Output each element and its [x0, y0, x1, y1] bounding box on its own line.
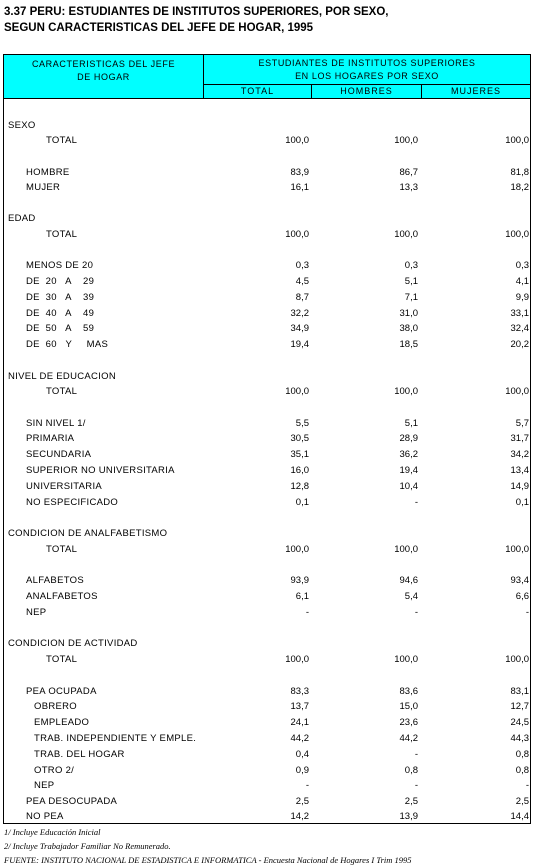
value-total: 16,1	[290, 182, 309, 193]
footnotes	[4, 825, 412, 867]
row-label: TOTAL	[46, 135, 78, 146]
source-note: FUENTE: INSTITUTO NACIONAL DE ESTADISTICA E INFORMATICA - Encuesta Nacional de Hogares I Trim 1995	[4, 855, 412, 865]
row-label: NO ESPECIFICADO	[26, 497, 119, 508]
value-mujeres: 0,3	[515, 260, 529, 271]
value-mujeres: 24,5	[510, 717, 529, 728]
value-hombres: 100,0	[394, 135, 418, 146]
value-mujeres: 14,4	[510, 811, 529, 822]
value-mujeres: 9,9	[515, 292, 529, 303]
value-hombres: 10,4	[399, 481, 418, 492]
header-characteristics	[4, 55, 204, 98]
value-mujeres: 14,9	[510, 481, 529, 492]
value-total: 83,3	[290, 686, 309, 697]
value-hombres: 100,0	[394, 654, 418, 665]
value-mujeres: 2,5	[515, 796, 529, 807]
value-total: 14,2	[290, 811, 309, 822]
row-label: CONDICION DE ANALFABETISMO	[8, 528, 168, 539]
row-label: TRAB. DEL HOGAR	[34, 749, 125, 760]
value-mujeres: 100,0	[505, 135, 529, 146]
row-label: TRAB. INDEPENDIENTE Y EMPLE.	[34, 733, 197, 744]
value-mujeres: 100,0	[505, 654, 529, 665]
value-hombres: 18,5	[399, 339, 418, 350]
footnote-1: 1/ Incluye Educación Inicial	[4, 827, 101, 837]
value-total: 24,1	[290, 717, 309, 728]
table-row	[4, 259, 530, 273]
table-row	[4, 779, 530, 793]
table-row	[4, 574, 530, 588]
value-total: 0,9	[295, 765, 309, 776]
table-row	[4, 606, 530, 620]
value-mujeres: 44,3	[510, 733, 529, 744]
row-label: NIVEL DE EDUCACION	[8, 371, 116, 382]
value-hombres: 2,5	[404, 796, 418, 807]
value-hombres: 0,8	[404, 765, 418, 776]
value-mujeres: 93,4	[510, 575, 529, 586]
row-label: MUJER	[26, 182, 61, 193]
table-row	[4, 370, 530, 384]
row-label: ANALFABETOS	[26, 591, 98, 602]
value-mujeres: 100,0	[505, 544, 529, 555]
row-label: TOTAL	[46, 544, 78, 555]
value-mujeres: 100,0	[505, 229, 529, 240]
value-hombres: -	[414, 749, 418, 760]
value-hombres: 86,7	[399, 167, 418, 178]
value-hombres: 100,0	[394, 229, 418, 240]
value-mujeres: 0,8	[515, 765, 529, 776]
value-hombres: 13,9	[399, 811, 418, 822]
value-hombres: 15,0	[399, 701, 418, 712]
value-mujeres: 32,4	[510, 323, 529, 334]
table-row	[4, 653, 530, 667]
header-left-line-1: CARACTERISTICAS DEL JEFE	[31, 59, 176, 69]
row-label: DE 60 Y MAS	[26, 339, 109, 350]
value-hombres: 13,3	[399, 182, 418, 193]
row-label: DE 50 A 59	[26, 323, 95, 334]
value-total: 44,2	[290, 733, 309, 744]
title-line-2: SEGUN CARACTERISTICAS DEL JEFE DE HOGAR, 1995	[4, 22, 314, 34]
value-total: 2,5	[295, 796, 309, 807]
value-hombres: 23,6	[399, 717, 418, 728]
value-mujeres: 20,2	[510, 339, 529, 350]
value-total: -	[305, 780, 309, 791]
table-row	[4, 432, 530, 446]
value-hombres: 94,6	[399, 575, 418, 586]
value-mujeres: 12,7	[510, 701, 529, 712]
value-total: 100,0	[285, 544, 309, 555]
row-label: UNIVERSITARIA	[26, 481, 103, 492]
value-mujeres: 5,7	[515, 418, 529, 429]
row-label: OBRERO	[34, 701, 77, 712]
value-hombres: 5,1	[404, 276, 418, 287]
value-hombres: 100,0	[394, 544, 418, 555]
value-hombres: 5,4	[404, 591, 418, 602]
value-mujeres: 34,2	[510, 449, 529, 460]
value-total: 100,0	[285, 654, 309, 665]
value-total: 30,5	[290, 433, 309, 444]
value-hombres: 36,2	[399, 449, 418, 460]
table-row	[4, 716, 530, 730]
title-line-1: 3.37 PERU: ESTUDIANTES DE INSTITUTOS SUPERIORES, POR SEXO,	[4, 6, 389, 18]
row-label: HOMBRE	[26, 167, 70, 178]
row-label: TOTAL	[46, 386, 78, 397]
value-total: 100,0	[285, 135, 309, 146]
value-mujeres: 31,7	[510, 433, 529, 444]
row-label: DE 40 A 49	[26, 308, 95, 319]
value-total: 8,7	[295, 292, 309, 303]
value-mujeres: 18,2	[510, 182, 529, 193]
table-row	[4, 166, 530, 180]
value-total: -	[305, 607, 309, 618]
value-hombres: 28,9	[399, 433, 418, 444]
table-row	[4, 810, 530, 824]
value-total: 35,1	[290, 449, 309, 460]
table-row	[4, 685, 530, 699]
table-row	[4, 764, 530, 778]
value-total: 34,9	[290, 323, 309, 334]
table-row	[4, 291, 530, 305]
table-row	[4, 732, 530, 746]
row-label: NEP	[34, 780, 55, 791]
value-hombres: 100,0	[394, 386, 418, 397]
table-row	[4, 181, 530, 195]
table-row	[4, 795, 530, 809]
table-row	[4, 590, 530, 604]
value-hombres: 44,2	[399, 733, 418, 744]
value-hombres: -	[414, 607, 418, 618]
value-total: 0,4	[295, 749, 309, 760]
value-total: 100,0	[285, 229, 309, 240]
value-mujeres: 33,1	[510, 308, 529, 319]
value-hombres: 0,3	[404, 260, 418, 271]
page-title	[4, 4, 388, 36]
value-mujeres: -	[525, 780, 529, 791]
value-hombres: 19,4	[399, 465, 418, 476]
table-row	[4, 496, 530, 510]
value-mujeres: 0,8	[515, 749, 529, 760]
row-label: MENOS DE 20	[26, 260, 94, 271]
value-total: 6,1	[295, 591, 309, 602]
table-row	[4, 527, 530, 541]
table-row	[4, 464, 530, 478]
column-header-mujeres: MUJERES	[450, 86, 501, 96]
header-right-line-2: EN LOS HOGARES POR SEXO	[295, 71, 439, 81]
row-label: SEXO	[8, 120, 36, 131]
table-row	[4, 700, 530, 714]
row-label: SECUNDARIA	[26, 449, 92, 460]
value-total: 5,5	[295, 418, 309, 429]
table-row	[4, 448, 530, 462]
row-label: CONDICION DE ACTIVIDAD	[8, 638, 138, 649]
value-hombres: 5,1	[404, 418, 418, 429]
table-row	[4, 748, 530, 762]
value-mujeres: 13,4	[510, 465, 529, 476]
row-label: SUPERIOR NO UNIVERSITARIA	[26, 465, 175, 476]
value-total: 100,0	[285, 386, 309, 397]
row-label: EDAD	[8, 213, 36, 224]
value-total: 16,0	[290, 465, 309, 476]
table-row	[4, 212, 530, 226]
value-mujeres: 4,1	[515, 276, 529, 287]
value-mujeres: -	[525, 607, 529, 618]
table-row	[4, 480, 530, 494]
value-mujeres: 0,1	[515, 497, 529, 508]
table-row	[4, 417, 530, 431]
value-hombres: 83,6	[399, 686, 418, 697]
table-row	[4, 275, 530, 289]
table-row	[4, 119, 530, 133]
header-right-line-1: ESTUDIANTES DE INSTITUTOS SUPERIORES	[258, 58, 476, 68]
value-total: 0,3	[295, 260, 309, 271]
row-label: OTRO 2/	[34, 765, 75, 776]
value-total: 13,7	[290, 701, 309, 712]
value-total: 83,9	[290, 167, 309, 178]
row-label: DE 30 A 39	[26, 292, 95, 303]
table-row	[4, 543, 530, 557]
row-label: NO PEA	[26, 811, 64, 822]
row-label: EMPLEADO	[34, 717, 90, 728]
column-header-total: TOTAL	[204, 85, 312, 98]
value-hombres: 31,0	[399, 308, 418, 319]
row-label: TOTAL	[46, 654, 78, 665]
value-total: 12,8	[290, 481, 309, 492]
value-hombres: 38,0	[399, 323, 418, 334]
value-mujeres: 100,0	[505, 386, 529, 397]
value-hombres: -	[414, 497, 418, 508]
table-row	[4, 322, 530, 336]
column-header-hombres: HOMBRES	[312, 85, 422, 98]
table-row	[4, 385, 530, 399]
row-label: TOTAL	[46, 229, 78, 240]
row-label: PEA DESOCUPADA	[26, 796, 118, 807]
table-row	[4, 134, 530, 148]
value-hombres: -	[414, 780, 418, 791]
value-total: 32,2	[290, 308, 309, 319]
value-total: 4,5	[295, 276, 309, 287]
table-row	[4, 307, 530, 321]
header-left-line-2: DE HOGAR	[77, 72, 130, 82]
value-mujeres: 83,1	[510, 686, 529, 697]
row-label: PEA OCUPADA	[26, 686, 97, 697]
row-label: NEP	[26, 607, 47, 618]
value-total: 93,9	[290, 575, 309, 586]
footnote-2: 2/ Incluye Trabajador Familiar No Remunerado.	[4, 841, 171, 851]
row-label: ALFABETOS	[26, 575, 84, 586]
table-row	[4, 228, 530, 242]
row-label: PRIMARIA	[26, 433, 75, 444]
value-hombres: 7,1	[404, 292, 418, 303]
value-mujeres: 6,6	[515, 591, 529, 602]
row-label: DE 20 A 29	[26, 276, 95, 287]
table-header	[4, 55, 530, 99]
value-total: 0,1	[295, 497, 309, 508]
header-students	[204, 55, 530, 85]
statistics-table	[3, 54, 531, 824]
row-label: SIN NIVEL 1/	[26, 418, 86, 429]
value-total: 19,4	[290, 339, 309, 350]
value-mujeres: 81,8	[510, 167, 529, 178]
table-row	[4, 338, 530, 352]
table-row	[4, 637, 530, 651]
